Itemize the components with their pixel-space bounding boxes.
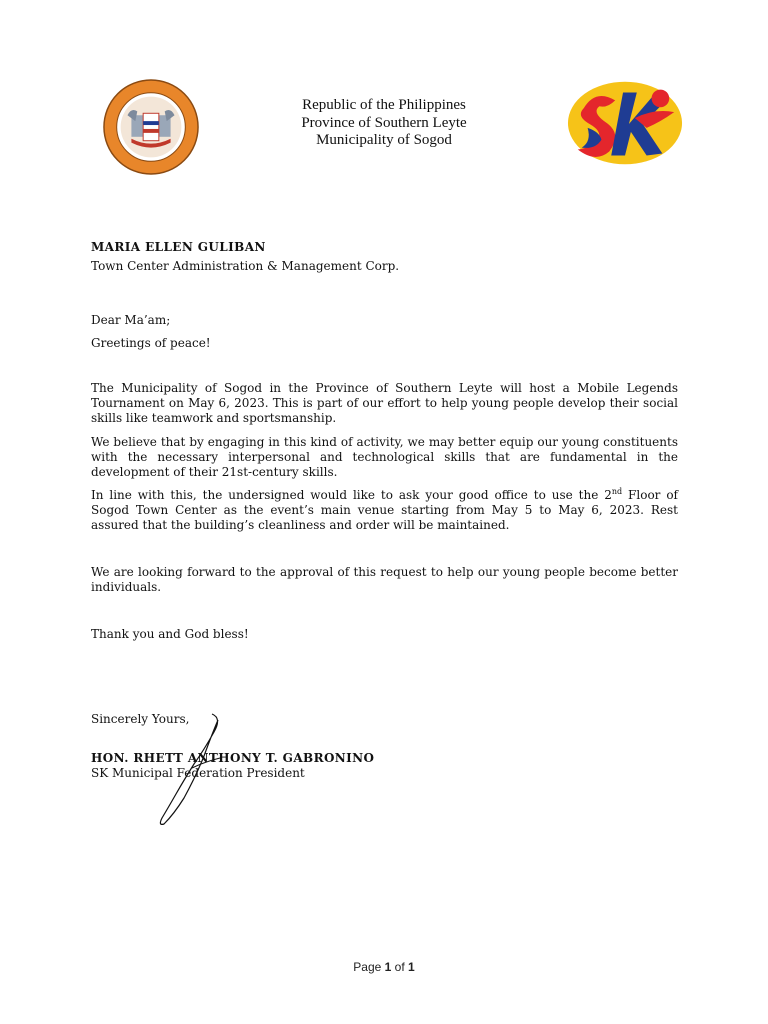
complimentary-close: Sincerely Yours, — [91, 712, 190, 726]
greeting: Greetings of peace! — [91, 336, 211, 350]
page-footer — [0, 960, 768, 974]
paragraph-purpose: We believe that by engaging in this kind of activity, we may better equip our young constituents with the necessary interpersonal and technological skills that are fundamental in the development of their 21st-century skills. — [91, 435, 678, 479]
signer-title: SK Municipal Federation President — [91, 766, 305, 780]
request-text-end: Floor of Sogod Town Center as the event’s main venue starting from May 5 to May 6, 2023. Rest assured that the building’s cleanliness and order will be maintained. — [91, 488, 678, 532]
letterhead-province: Province of Southern Leyte — [301, 114, 467, 131]
paragraph-request — [91, 488, 678, 533]
page-total: 1 — [408, 960, 415, 974]
request-text-start: In line with this, the undersigned would like to ask your good office to use the 2 — [91, 488, 612, 502]
signer-name: HON. RHETT ANTHONY T. GABRONINO — [91, 751, 375, 765]
page-label: Page — [353, 960, 382, 974]
thanks-line: Thank you and God bless! — [91, 627, 249, 641]
addressee-organization: Town Center Administration & Management Corp. — [91, 259, 400, 273]
paragraph-event: The Municipality of Sogod in the Province of Southern Leyte will host a Mobile Legends Tournament on May 6, 2023. This is part of our effort to help young people develop their social skills like teamwork and sportsmanship. — [91, 381, 678, 425]
salutation: Dear Ma’am; — [91, 313, 171, 327]
page-number: 1 — [384, 960, 392, 974]
letterhead-municipality: Municipality of Sogod — [316, 132, 452, 148]
letterhead-country: Republic of the Philippines — [302, 97, 466, 113]
paragraph-closing: We are looking forward to the approval of this request to help our young people become better individuals. — [91, 565, 678, 594]
letterhead — [226, 97, 542, 150]
addressee-name: MARIA ELLEN GULIBAN — [91, 240, 266, 254]
of-label: of — [394, 960, 405, 974]
municipal-seal-icon — [102, 78, 200, 176]
sk-logo-icon — [566, 78, 684, 168]
ordinal-suffix: nd — [611, 487, 623, 496]
